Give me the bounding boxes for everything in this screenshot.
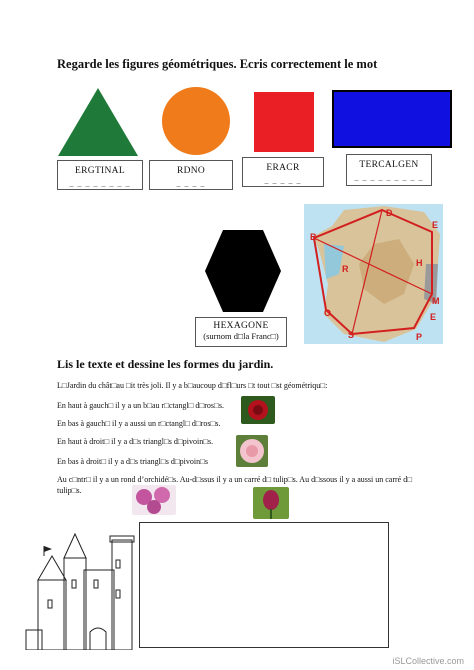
map-letter: H — [416, 258, 423, 268]
text-line: L□Jardin du chât□au □it très joli. Il y a b□aucoup d□fl□urs □t tout □st géométriqu□: — [57, 381, 328, 390]
drawing-area[interactable] — [139, 522, 389, 648]
square-shape — [254, 92, 314, 152]
scrambled-word: RDNO — [176, 166, 206, 176]
circle-shape — [160, 85, 232, 157]
answer-blanks: _ _ _ _ _ _ _ _ _ — [354, 173, 424, 182]
text-line-part: tulip□s. — [57, 486, 82, 495]
hexagon-shape — [203, 228, 283, 314]
text-line-part: Au c□ntr□ il y a un rond d’orchidé□s. Au-d□ssus il y a un carré d□ tulip□s. Au d□ssous il y a aussi un carré d□ — [57, 475, 413, 484]
text-line — [57, 474, 417, 496]
map-letter: R — [342, 264, 349, 274]
map-letter: E — [430, 312, 437, 322]
page-title: Regarde les figures géométriques. Ecris correctement le mot — [57, 57, 378, 71]
text-line: En haut à gauch□ il y a un b□au r□ctangl□ d□ros□s. — [57, 401, 224, 410]
scrambled-word: ERACR — [266, 163, 300, 173]
rose-picture — [241, 396, 275, 424]
tulip-picture — [253, 487, 289, 519]
text-line: En bas à gauch□ il y a aussi un r□ctangl□ d□ros□s. — [57, 419, 221, 428]
map-letter: P — [416, 332, 423, 342]
word-box-2 — [149, 160, 233, 190]
answer-blanks: _ _ _ _ _ — [264, 176, 302, 185]
peony-picture — [236, 435, 268, 467]
text-line: En bas à droit□ il y a d□s triangl□s d□pivoin□s — [57, 457, 209, 466]
rectangle-shape — [332, 90, 452, 148]
orchid-picture — [132, 485, 176, 515]
answer-blanks: _ _ _ _ — [176, 179, 206, 188]
scrambled-word: ERGTINAL — [75, 166, 125, 176]
france-map — [304, 204, 443, 344]
answer-blanks: _ _ _ _ _ _ _ _ — [69, 179, 131, 188]
footer-watermark: iSLCollective.com — [392, 656, 464, 666]
hexagon-note: (surnom d□la Franc□) — [203, 331, 279, 341]
triangle-shape — [56, 86, 140, 158]
scrambled-word: TERCALGEN — [359, 160, 419, 170]
map-letter: S — [348, 330, 355, 340]
hexagon-word: HEXAGONE — [213, 321, 269, 331]
word-box-4 — [346, 154, 432, 186]
castle-drawing — [24, 520, 136, 650]
map-letter: E — [432, 220, 439, 230]
section-title: Lis le texte et dessine les formes du jardin. — [57, 357, 274, 371]
word-box-1 — [57, 160, 143, 190]
word-box-3 — [242, 157, 324, 187]
map-letter: O — [324, 308, 332, 318]
hexagon-label-box — [195, 317, 287, 347]
map-letter: B — [310, 232, 317, 242]
map-letter: D — [386, 208, 393, 218]
map-letter: M — [432, 296, 440, 306]
text-line: En haut à droit□ il y a d□s triangl□s d□pivoin□s. — [57, 437, 214, 446]
